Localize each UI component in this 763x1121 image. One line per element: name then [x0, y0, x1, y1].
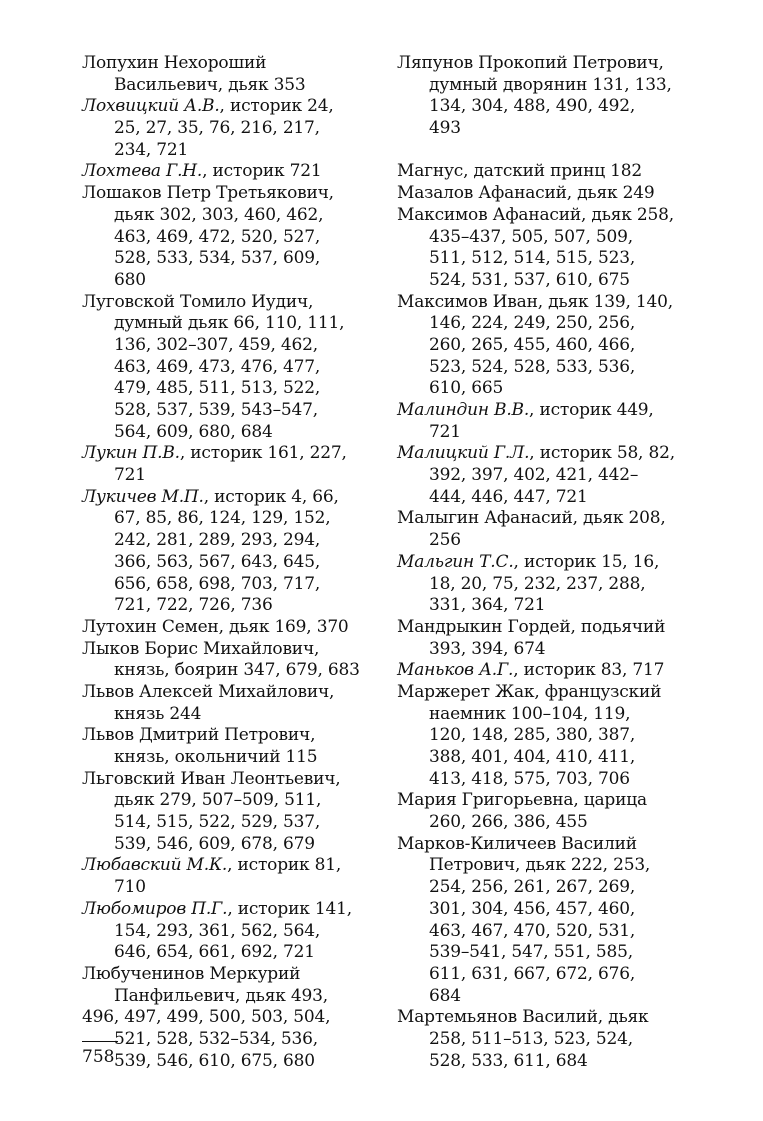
index-entry: [397, 183, 697, 205]
entry-heading-line: [82, 617, 382, 639]
entry-continuation-line: 463, 469, 473, 476, 477,: [114, 356, 321, 377]
entry-name: Лутохин Семен, дьяк 169, 370: [82, 616, 349, 637]
page-number: 758: [82, 1047, 115, 1067]
entry-continuation-line: 611, 631, 667, 672, 676,: [429, 963, 636, 984]
entry-continuation-line: 146, 224, 249, 250, 256,: [429, 313, 636, 334]
index-entry: [82, 682, 382, 725]
entry-continuation-line: князь 244: [114, 703, 202, 724]
entry-heading-line: [82, 899, 382, 921]
entry-continuation-line: 136, 302–307, 459, 462,: [114, 334, 318, 355]
entry-continuation-line: 710: [114, 877, 146, 898]
entry-continuation-line: 254, 256, 261, 267, 269,: [429, 877, 636, 898]
index-entry: [397, 161, 697, 183]
entry-name: Магнус, датский принц 182: [397, 161, 642, 182]
entry-continuation-line: 528, 533, 534, 537, 609,: [114, 248, 321, 269]
entry-continuation-line: 331, 364, 721: [429, 595, 546, 616]
index-entry: [397, 790, 697, 833]
entry-description: , историк 161, 227,: [179, 443, 347, 464]
index-entry: [82, 639, 382, 682]
entry-name: Лошаков Петр Третьякович,: [82, 183, 334, 204]
entry-name: Львов Алексей Михайлович,: [82, 681, 335, 702]
index-entry: [82, 443, 382, 486]
entry-heading-line: [82, 682, 382, 704]
entry-name: Мазалов Афанасий, дьяк 249: [397, 183, 655, 204]
entry-heading-line: [397, 292, 697, 314]
entry-name: Малицкий Г.Л.: [397, 443, 530, 464]
entry-continuation-line: Петрович, дьяк 222, 253,: [429, 855, 651, 876]
index-entry: [397, 508, 697, 551]
entry-description: , историк 58, 82,: [529, 443, 675, 464]
entry-continuation-line: 154, 293, 361, 562, 564,: [114, 920, 321, 941]
entry-description: , историк 15, 16,: [513, 551, 660, 572]
entry-continuation-line: думный дьяк 66, 110, 111,: [114, 313, 345, 334]
index-entry: [82, 96, 382, 161]
index-entry: [397, 443, 697, 508]
entry-continuation-line: Панфильевич, дьяк 493,: [114, 985, 328, 1006]
entry-name: Лохтева Г.Н.: [82, 161, 203, 182]
entry-heading-line: [397, 682, 697, 704]
index-entry: [397, 205, 697, 292]
entry-heading-line: [397, 660, 697, 682]
entry-heading-line: [82, 639, 382, 661]
entry-description: , историк 24,: [219, 96, 334, 117]
entry-continuation-line: 120, 148, 285, 380, 387,: [429, 725, 636, 746]
entry-continuation-line: 25, 27, 35, 76, 216, 217,: [114, 118, 320, 139]
entry-continuation-line: 539, 546, 609, 678, 679: [114, 833, 315, 854]
entry-continuation-line: 656, 658, 698, 703, 717,: [114, 573, 321, 594]
index-entry: [82, 855, 382, 898]
index-entry: [82, 53, 382, 96]
index-entry: [82, 964, 382, 1072]
entry-name: Маржерет Жак, французский: [397, 681, 662, 702]
entry-gap: [397, 140, 697, 162]
entry-continuation-line: 258, 511–513, 523, 524,: [429, 1028, 633, 1049]
entry-continuation-line: 528, 537, 539, 543–547,: [114, 400, 318, 420]
index-entry: [397, 1007, 697, 1072]
entry-continuation-line: 514, 515, 522, 529, 537,: [114, 812, 321, 833]
entry-heading-line: [82, 964, 382, 986]
entry-description: , историк 81,: [227, 855, 342, 876]
entry-continuation-line: 721, 722, 726, 736: [114, 595, 273, 616]
entry-description: , историк 449,: [529, 400, 654, 420]
entry-heading-line: [397, 617, 697, 639]
entry-heading-line: [82, 769, 382, 791]
entry-name: 496, 497, 499, 500, 503, 504,: [82, 1007, 331, 1028]
entry-name: Малиндин В.В.: [397, 400, 530, 420]
entry-description: , историк 721: [202, 161, 322, 182]
entry-heading-line: [397, 508, 697, 530]
entry-continuation-line: 393, 394, 674: [429, 638, 546, 659]
entry-heading-line: [397, 834, 697, 856]
entry-name: Льговский Иван Леонтьевич,: [82, 768, 341, 789]
entry-continuation-line: 463, 467, 470, 520, 531,: [429, 920, 636, 941]
entry-continuation-line: 234, 721: [114, 139, 189, 160]
entry-continuation-line: дьяк 302, 303, 460, 462,: [114, 204, 324, 225]
entry-continuation-line: 564, 609, 680, 684: [114, 421, 273, 442]
entry-continuation-line: 388, 401, 404, 410, 411,: [429, 747, 636, 767]
entry-heading-line: [82, 183, 382, 205]
entry-name: Марков-Киличеев Василий: [397, 833, 637, 854]
entry-description: , историк 83, 717: [513, 660, 665, 681]
entry-heading-line: [82, 855, 382, 877]
entry-name: Любученинов Меркурий: [82, 963, 301, 984]
entry-continuation-line: 256: [429, 530, 461, 551]
entry-name: Мандрыкин Гордей, подьячий: [397, 616, 666, 637]
entry-continuation-line: 528, 533, 611, 684: [429, 1050, 588, 1071]
entry-name: Малыгин Афанасий, дьяк 208,: [397, 508, 666, 529]
entry-heading-line: [397, 552, 697, 574]
entry-continuation-line: дьяк 279, 507–509, 511,: [114, 790, 322, 811]
entry-continuation-line: 463, 469, 472, 520, 527,: [114, 226, 321, 247]
index-entry: [82, 725, 382, 768]
entry-continuation-line: 721: [114, 465, 146, 486]
entry-continuation-line: 413, 418, 575, 703, 706: [429, 768, 630, 789]
entry-continuation-line: князь, боярин 347, 679, 683: [114, 660, 360, 681]
footer-rule: [82, 1041, 118, 1042]
entry-continuation-line: 539, 546, 610, 675, 680: [114, 1050, 315, 1071]
entry-heading-line: [397, 1007, 697, 1029]
index-entry: [397, 834, 697, 1008]
entry-name: Любавский М.К.: [82, 855, 228, 876]
entry-continuation-line: 260, 266, 386, 455: [429, 812, 588, 833]
entry-continuation-line: наемник 100–104, 119,: [429, 703, 631, 724]
entry-continuation-line: 524, 531, 537, 610, 675: [429, 269, 630, 290]
index-column-left: [82, 53, 382, 1072]
entry-description: , историк 4, 66,: [203, 486, 339, 507]
entry-heading-line: [397, 161, 697, 183]
entry-name: Ляпунов Прокопий Петрович,: [397, 53, 664, 73]
entry-heading-line: [82, 1007, 382, 1029]
index-entry: [397, 400, 697, 443]
entry-continuation-line: 610, 665: [429, 378, 504, 399]
entry-continuation-line: 435–437, 505, 507, 509,: [429, 226, 633, 247]
entry-name: Лопухин Нехороший: [82, 53, 267, 73]
entry-name: Мартемьянов Василий, дьяк: [397, 1007, 649, 1028]
entry-continuation-line: 684: [429, 985, 461, 1006]
entry-continuation-line: 392, 397, 402, 421, 442–: [429, 465, 639, 486]
entry-heading-line: [397, 400, 697, 422]
entry-name: Луговской Томило Иудич,: [82, 291, 314, 312]
entry-continuation-line: 539–541, 547, 551, 585,: [429, 942, 633, 963]
entry-name: Максимов Иван, дьяк 139, 140,: [397, 291, 673, 312]
entry-continuation-line: 134, 304, 488, 490, 492,: [429, 96, 636, 117]
entry-continuation-line: 242, 281, 289, 293, 294,: [114, 530, 321, 551]
entry-name: Маньков А.Г.: [397, 660, 514, 681]
index-entry: [397, 552, 697, 617]
index-entry: [82, 617, 382, 639]
index-entry: [82, 183, 382, 291]
index-entry: [397, 292, 697, 400]
index-entry: [82, 769, 382, 856]
index-entry: [397, 53, 697, 140]
entry-name: Любомиров П.Г.: [82, 898, 228, 919]
entry-continuation-line: 67, 85, 86, 124, 129, 152,: [114, 508, 331, 529]
entry-continuation-line: 18, 20, 75, 232, 237, 288,: [429, 573, 646, 594]
index-column-right: [397, 53, 697, 1072]
index-entry: [397, 617, 697, 660]
entry-heading-line: [82, 487, 382, 509]
entry-continuation-line: 479, 485, 511, 513, 522,: [114, 378, 321, 399]
entry-continuation-line: 523, 524, 528, 533, 536,: [429, 356, 636, 377]
entry-continuation-line: 521, 528, 532–534, 536,: [114, 1028, 318, 1049]
entry-heading-line: [82, 725, 382, 747]
entry-heading-line: [82, 443, 382, 465]
index-entry: [82, 161, 382, 183]
entry-heading-line: [82, 96, 382, 118]
index-entry: [397, 660, 697, 682]
entry-heading-line: [397, 183, 697, 205]
entry-name: Лукичев М.П.: [82, 486, 204, 507]
entry-heading-line: [397, 443, 697, 465]
entry-name: Мальгин Т.С.: [397, 551, 514, 572]
entry-continuation-line: 680: [114, 269, 146, 290]
entry-name: Мария Григорьевна, царица: [397, 790, 647, 811]
entry-name: Львов Дмитрий Петрович,: [82, 725, 316, 746]
entry-name: Лукин П.В.: [82, 443, 180, 464]
entry-name: Лыков Борис Михайлович,: [82, 638, 320, 659]
entry-description: , историк 141,: [227, 898, 352, 919]
entry-continuation-line: Васильевич, дьяк 353: [114, 74, 306, 95]
entry-heading-line: [397, 53, 697, 75]
entry-name: Лохвицкий А.В.: [82, 96, 220, 117]
index-entry: [397, 682, 697, 790]
entry-name: Максимов Афанасий, дьяк 258,: [397, 204, 674, 225]
index-entry: [82, 292, 382, 444]
entry-heading-line: [397, 790, 697, 812]
entry-continuation-line: 444, 446, 447, 721: [429, 486, 588, 507]
index-entry: [82, 899, 382, 964]
entry-heading-line: [397, 205, 697, 227]
index-entry: [82, 487, 382, 617]
entry-continuation-line: 366, 563, 567, 643, 645,: [114, 551, 321, 572]
entry-continuation-line: 511, 512, 514, 515, 523,: [429, 248, 636, 269]
entry-continuation-line: 721: [429, 421, 461, 442]
entry-continuation-line: 260, 265, 455, 460, 466,: [429, 334, 636, 355]
entry-continuation-line: 301, 304, 456, 457, 460,: [429, 898, 636, 919]
entry-heading-line: [82, 161, 382, 183]
entry-continuation-line: князь, окольничий 115: [114, 747, 318, 767]
entry-continuation-line: 493: [429, 118, 461, 139]
entry-heading-line: [82, 292, 382, 314]
entry-continuation-line: 646, 654, 661, 692, 721: [114, 942, 315, 963]
entry-continuation-line: думный дворянин 131, 133,: [429, 74, 672, 95]
entry-heading-line: [82, 53, 382, 75]
